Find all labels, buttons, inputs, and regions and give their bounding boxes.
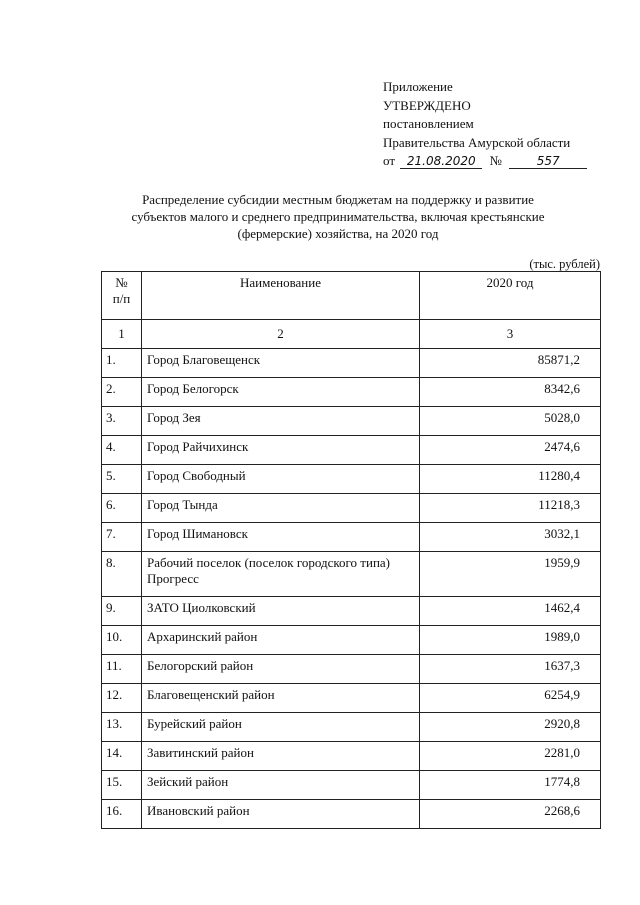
table-row xyxy=(102,597,601,626)
approved-label: УТВЕРЖДЕНО xyxy=(383,97,471,113)
municipality-name: Завитинский район xyxy=(142,742,420,771)
municipality-name: Город Тында xyxy=(142,494,420,523)
table-row xyxy=(102,742,601,771)
municipality-name: Город Шимановск xyxy=(142,523,420,552)
title-line-3: (фермерские) хозяйства, на 2020 год xyxy=(237,226,439,241)
table-body xyxy=(102,349,601,829)
header-name: Наименование xyxy=(142,272,420,320)
municipality-name: Благовещенский район xyxy=(142,684,420,713)
header-num: № п/п xyxy=(102,272,142,320)
subsidy-value: 2268,6 xyxy=(420,800,601,829)
row-number: 4. xyxy=(102,436,142,465)
row-number: 5. xyxy=(102,465,142,494)
subsidy-value: 8342,6 xyxy=(420,378,601,407)
date-prefix: от xyxy=(383,153,396,168)
row-number: 7. xyxy=(102,523,142,552)
row-number: 12. xyxy=(102,684,142,713)
table-row xyxy=(102,494,601,523)
units-label: (тыс. рублей) xyxy=(529,257,600,271)
table-row xyxy=(102,800,601,829)
row-number: 9. xyxy=(102,597,142,626)
title-line-1: Распределение субсидии местным бюджетам на поддержку и развитие xyxy=(142,192,534,207)
municipality-name: Город Свободный xyxy=(142,465,420,494)
row-number: 11. xyxy=(102,655,142,684)
subsidy-value: 85871,2 xyxy=(420,349,601,378)
municipality-name: Зейский район xyxy=(142,771,420,800)
row-number: 13. xyxy=(102,713,142,742)
resolution-label: постановлением xyxy=(383,116,474,131)
table-row xyxy=(102,523,601,552)
table-row xyxy=(102,552,601,597)
number-prefix: № xyxy=(489,153,502,168)
table-row xyxy=(102,771,601,800)
table-row xyxy=(102,684,601,713)
title-line-2: субъектов малого и среднего предпринимательства, включая крестьянские xyxy=(131,209,545,224)
municipality-name: Город Благовещенск xyxy=(142,349,420,378)
subsidy-value: 1774,8 xyxy=(420,771,601,800)
municipality-name: Белогорский район xyxy=(142,655,420,684)
row-number: 14. xyxy=(102,742,142,771)
municipality-name: Ивановский район xyxy=(142,800,420,829)
subsidy-value: 1959,9 xyxy=(420,552,601,597)
municipality-name: Город Райчихинск xyxy=(142,436,420,465)
table-row xyxy=(102,436,601,465)
table-row xyxy=(102,407,601,436)
handwritten-number: 557 xyxy=(509,154,587,169)
table-row xyxy=(102,465,601,494)
table-row xyxy=(102,378,601,407)
subsidy-value: 1989,0 xyxy=(420,626,601,655)
row-number: 3. xyxy=(102,407,142,436)
row-number: 10. xyxy=(102,626,142,655)
table-row xyxy=(102,713,601,742)
subsidy-table xyxy=(101,271,601,829)
row-number: 1. xyxy=(102,349,142,378)
approval-block xyxy=(383,78,587,171)
government-label: Правительства Амурской области xyxy=(383,134,571,150)
subsidy-value: 2920,8 xyxy=(420,713,601,742)
municipality-name: Бурейский район xyxy=(142,713,420,742)
index-cell: 2 xyxy=(142,320,420,349)
row-number: 2. xyxy=(102,378,142,407)
municipality-name: Город Белогорск xyxy=(142,378,420,407)
municipality-name: ЗАТО Циолковский xyxy=(142,597,420,626)
table-row xyxy=(102,626,601,655)
handwritten-date: 21.08.2020 xyxy=(400,154,482,169)
subsidy-value: 11280,4 xyxy=(420,465,601,494)
column-index-row xyxy=(102,320,601,349)
subsidy-value: 1462,4 xyxy=(420,597,601,626)
municipality-name: Город Зея xyxy=(142,407,420,436)
table-header-row xyxy=(102,272,601,320)
subsidy-value: 11218,3 xyxy=(420,494,601,523)
appendix-label: Приложение xyxy=(383,79,453,94)
subsidy-value: 3032,1 xyxy=(420,523,601,552)
row-number: 16. xyxy=(102,800,142,829)
subsidy-value: 2474,6 xyxy=(420,436,601,465)
table-row xyxy=(102,655,601,684)
subsidy-value: 2281,0 xyxy=(420,742,601,771)
municipality-name: Рабочий поселок (поселок городского типа) Прогресс xyxy=(142,552,420,597)
subsidy-value: 5028,0 xyxy=(420,407,601,436)
row-number: 6. xyxy=(102,494,142,523)
table-row xyxy=(102,349,601,378)
municipality-name: Архаринский район xyxy=(142,626,420,655)
subsidy-value: 6254,9 xyxy=(420,684,601,713)
date-number-line xyxy=(383,152,587,171)
index-cell: 3 xyxy=(420,320,601,349)
row-number: 15. xyxy=(102,771,142,800)
index-cell: 1 xyxy=(102,320,142,349)
header-year: 2020 год xyxy=(420,272,601,320)
row-number: 8. xyxy=(102,552,142,597)
subsidy-value: 1637,3 xyxy=(420,655,601,684)
document-title xyxy=(100,191,576,242)
